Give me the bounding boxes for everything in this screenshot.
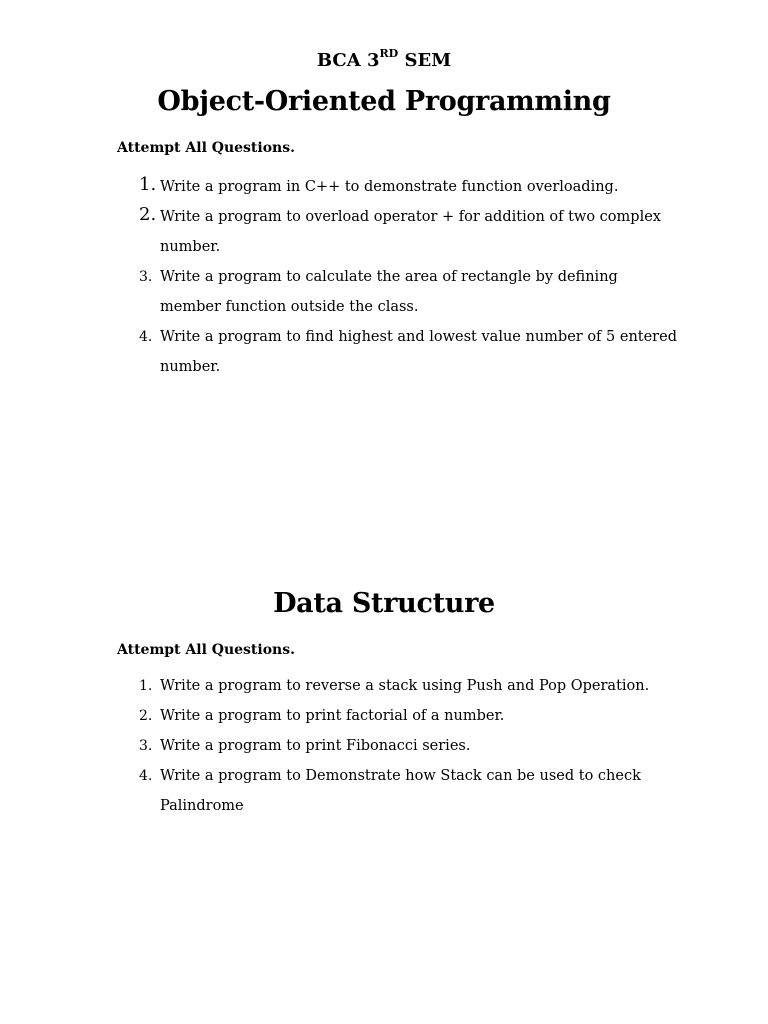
- course-header-text: BCA 3: [316, 50, 380, 71]
- question-text: Write a program to print Fibonacci series.: [160, 738, 471, 754]
- question-number: 1.: [139, 678, 153, 694]
- course-header-superscript: RD: [379, 47, 399, 60]
- oop-instruction: Attempt All Questions.: [117, 140, 295, 156]
- question-item: [117, 701, 677, 731]
- question-item: [117, 262, 677, 322]
- question-text: Write a program to find highest and lowest value number of 5 entered number.: [160, 329, 677, 375]
- question-item: [117, 322, 677, 382]
- question-text: Write a program in C++ to demonstrate function overloading.: [160, 179, 619, 195]
- question-item: [117, 731, 677, 761]
- ds-question-list: [117, 671, 677, 821]
- question-number: 1.: [139, 174, 157, 195]
- question-text: Write a program to calculate the area of rectangle by defining member function outside the class.: [160, 269, 618, 315]
- question-item: [117, 761, 677, 821]
- question-number: 2.: [139, 708, 153, 724]
- question-number: 4.: [139, 329, 153, 345]
- question-number: 4.: [139, 768, 153, 784]
- oop-question-list: [117, 172, 677, 382]
- question-item: [117, 202, 677, 262]
- question-item: [117, 671, 677, 701]
- question-text: Write a program to reverse a stack using Push and Pop Operation.: [160, 678, 650, 694]
- oop-section-title: Object-Oriented Programming: [157, 86, 611, 117]
- question-number: 3.: [139, 269, 153, 285]
- question-number: 2.: [139, 204, 157, 225]
- ds-instruction: Attempt All Questions.: [117, 642, 295, 658]
- course-header-suffix: SEM: [398, 50, 452, 71]
- question-text: Write a program to overload operator + for addition of two complex number.: [160, 209, 661, 255]
- course-header: [0, 44, 768, 73]
- ds-section-title: Data Structure: [273, 588, 495, 619]
- question-item: [117, 172, 677, 202]
- question-number: 3.: [139, 738, 153, 754]
- question-text: Write a program to print factorial of a number.: [160, 708, 505, 724]
- question-text: Write a program to Demonstrate how Stack can be used to check Palindrome: [160, 768, 641, 814]
